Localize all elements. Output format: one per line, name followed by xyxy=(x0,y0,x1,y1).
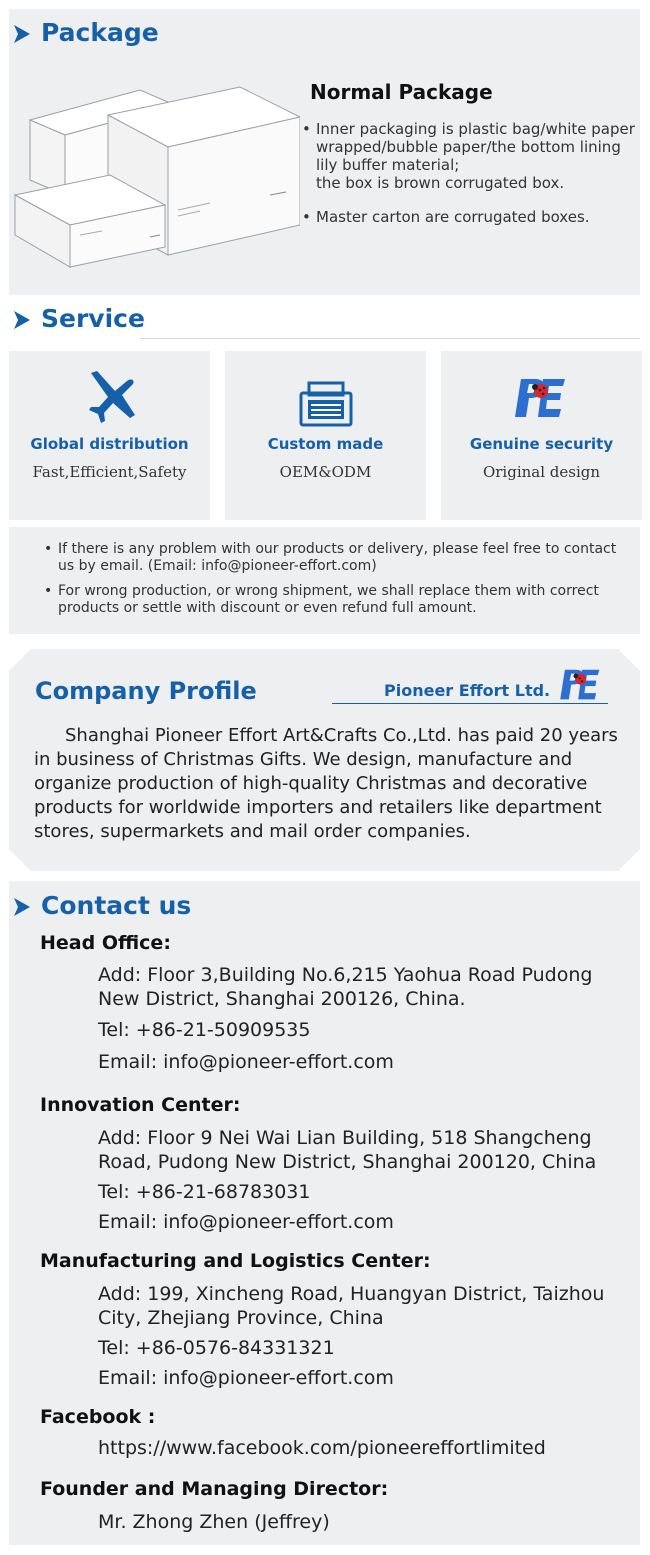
service-notice-list xyxy=(44,541,634,625)
company-brand-name: Pioneer Effort Ltd. xyxy=(384,681,551,700)
innovation-center-label: Innovation Center: xyxy=(40,1094,241,1116)
head-office-phone: Tel: +86-21-50909535 xyxy=(98,1019,311,1041)
manufacturing-center-label: Manufacturing and Logistics Center: xyxy=(40,1250,431,1272)
founder-label: Founder and Managing Director: xyxy=(40,1478,389,1500)
company-profile-text: Shanghai Pioneer Effort Art&Crafts Co.,Ltd. has paid 20 years in business of Christmas Gifts. We design, manufacture and organize production of high-quality Christmas and decorative products for worldwide importers and retailers like department stores, supermarkets and mail order companies. xyxy=(34,725,618,842)
founder-name: Mr. Zhong Zhen (Jeffrey) xyxy=(98,1511,330,1533)
company-profile-title: Company Profile xyxy=(35,677,257,705)
innovation-center-address: Add: Floor 9 Nei Wai Lian Building, 518 Shangcheng Road, Pudong New District, Shanghai 200120, China xyxy=(98,1127,597,1173)
divider xyxy=(140,338,640,339)
package-bullet-list xyxy=(302,120,642,242)
head-office-address: Add: Floor 3,Building No.6,215 Yaohua Road Pudong New District, Shanghai 200126, China. xyxy=(98,964,593,1010)
service-card-global-distribution xyxy=(9,351,210,520)
service-card-subtext: Fast,Efficient,Safety xyxy=(32,463,187,481)
pe-logo-icon xyxy=(511,373,567,419)
chevron-right-icon xyxy=(12,896,32,918)
service-card-subtext: OEM&ODM xyxy=(279,463,372,481)
head-office-email[interactable]: Email: info@pioneer-effort.com xyxy=(98,1051,394,1073)
facebook-link[interactable]: https://www.facebook.com/pioneereffortlimited xyxy=(98,1437,546,1459)
manufacturing-center-email[interactable]: Email: info@pioneer-effort.com xyxy=(98,1367,394,1389)
divider xyxy=(332,703,608,704)
service-title: Service xyxy=(41,304,145,333)
chevron-right-icon xyxy=(12,23,32,45)
pe-logo-icon xyxy=(555,665,603,701)
service-card-subtext: Original design xyxy=(482,463,601,481)
innovation-center-phone: Tel: +86-21-68783031 xyxy=(98,1181,311,1203)
carton-boxes-image xyxy=(10,85,300,275)
list-item: • If there is any problem with our products or delivery, please feel free to contact us by email. (Email: info@pioneer-effort.com) xyxy=(44,541,634,575)
service-card-genuine-security xyxy=(441,351,642,520)
service-card-custom-made xyxy=(225,351,426,520)
list-item: • Inner packaging is plastic bag/white paper wrapped/bubble paper/the bottom lining lily buffer material; the box is brown corrugated box. xyxy=(302,120,642,192)
list-item: • Master carton are corrugated boxes. xyxy=(302,208,642,226)
innovation-center-email[interactable]: Email: info@pioneer-effort.com xyxy=(98,1211,394,1233)
list-item: • For wrong production, or wrong shipment, we shall replace them with correct products or settle with discount or even refund full amount. xyxy=(44,583,634,617)
package-heading: Normal Package xyxy=(310,80,493,104)
service-card-heading: Global distribution xyxy=(30,435,189,453)
chevron-right-icon xyxy=(12,309,32,331)
manufacturing-center-phone: Tel: +86-0576-84331321 xyxy=(98,1337,335,1359)
service-card-heading: Genuine security xyxy=(469,435,614,453)
head-office-label: Head Office: xyxy=(40,932,171,954)
contact-title: Contact us xyxy=(41,891,192,920)
package-title: Package xyxy=(41,18,159,47)
printer-icon xyxy=(299,381,353,427)
manufacturing-center-address: Add: 199, Xincheng Road, Huangyan District, Taizhou City, Zhejiang Province, China xyxy=(98,1283,605,1329)
airplane-icon xyxy=(83,369,137,425)
facebook-label: Facebook : xyxy=(40,1406,156,1428)
service-card-heading: Custom made xyxy=(267,435,384,453)
